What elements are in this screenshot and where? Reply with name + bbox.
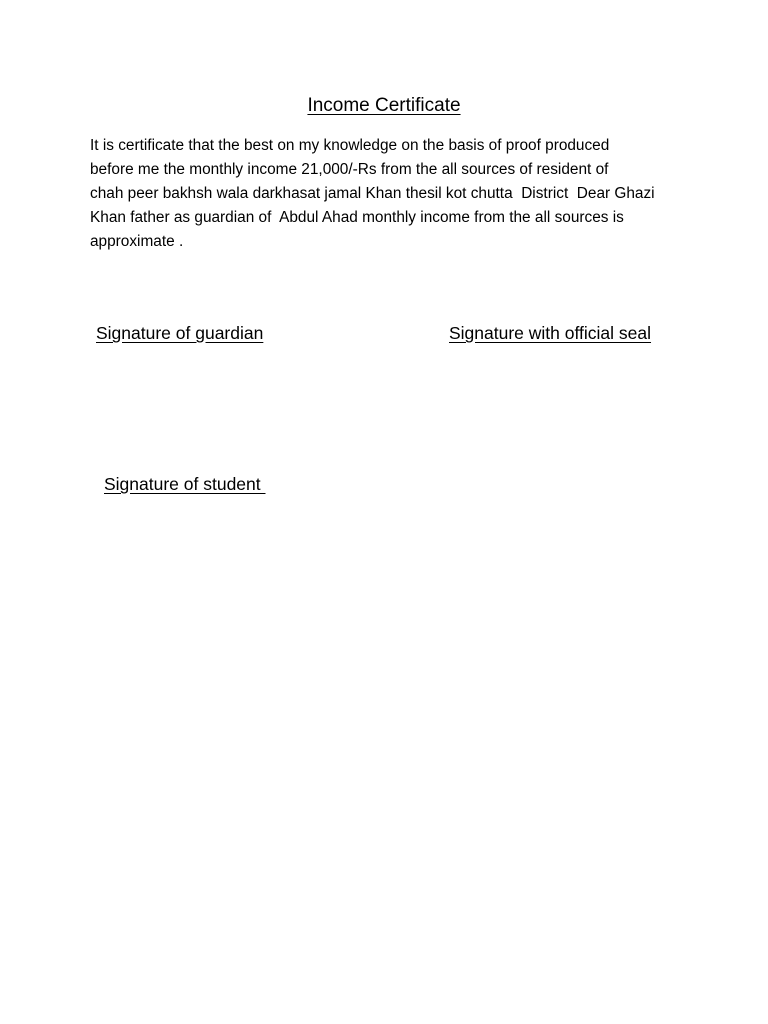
guardian-signature-label: Signature of guardian <box>96 323 264 343</box>
body-line: approximate . <box>90 233 184 250</box>
body-line: chah peer bakhsh wala darkhasat jamal Khan thesil kot chutta District Dear Ghazi <box>90 185 655 202</box>
certificate-title: Income Certificate <box>307 95 461 116</box>
certificate-body <box>90 134 680 254</box>
body-line: It is certificate that the best on my knowledge on the basis of proof produced <box>90 137 610 154</box>
official-seal-signature-label: Signature with official seal <box>449 323 652 343</box>
body-line: Khan father as guardian of Abdul Ahad monthly income from the all sources is <box>90 209 624 226</box>
body-line: before me the monthly income 21,000/-Rs from the all sources of resident of <box>90 161 609 178</box>
student-signature-label: Signature of student <box>104 474 266 494</box>
